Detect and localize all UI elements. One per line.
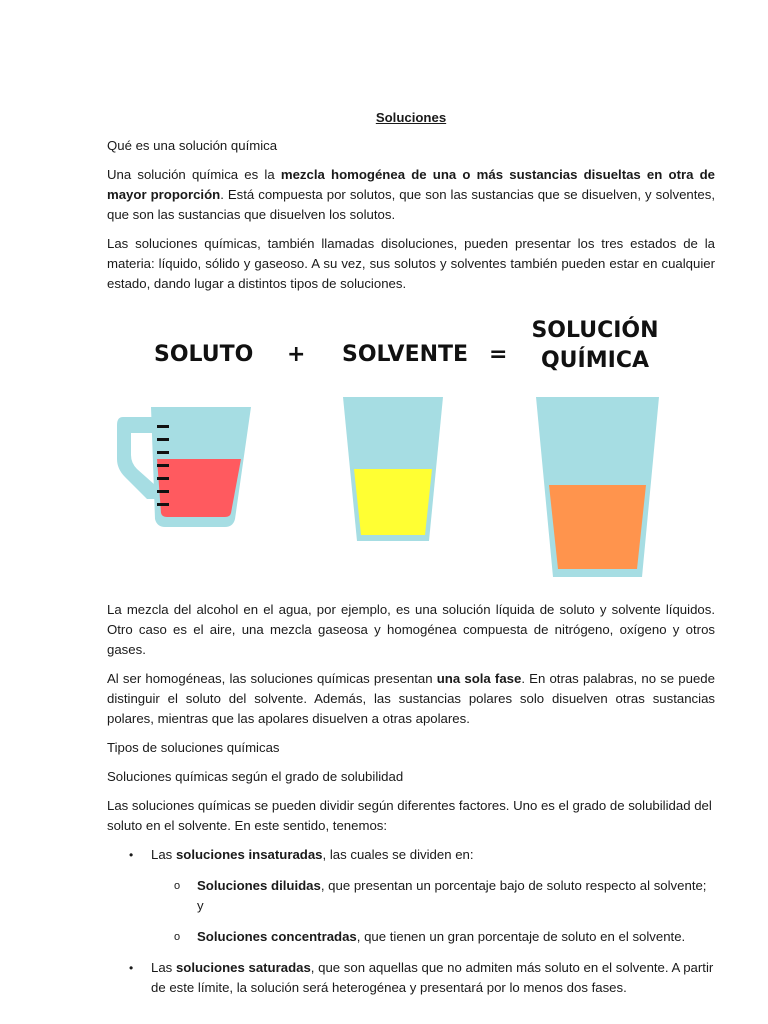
document-page [107,108,715,1007]
paragraph-text: . Está compuesta por solutos, que son las sustancias que se disuelven, y solventes, que son las sustancias que disuelven los solutos. [107,187,715,222]
list-item [107,958,715,998]
measure-tick [157,490,169,493]
section-heading-what-is: Qué es una solución química [107,138,278,153]
paragraph-definition [107,165,715,225]
paragraph-states: Las soluciones químicas, también llamadas disoluciones, pueden presentar los tres estados de la materia: líquido, sólido y gaseoso. A su vez, sus solutos y solventes también pueden estar en cualquier estado, dando lugar a distintos tipos de soluciones. [107,236,715,291]
label-solucion: SOLUCIÓN [531,318,659,343]
list-bold: soluciones saturadas [175,960,311,975]
measuring-jug-icon [117,407,251,527]
list-text: Las [151,847,176,862]
section-heading-solubility: Soluciones químicas según el grado de solubilidad [107,769,404,784]
unsaturated-sublist [151,876,715,947]
bullet-dot-icon: • [129,848,134,862]
list-text: , que presentan un porcentaje bajo de soluto respecto al solvente; y [197,878,707,913]
paragraph-classification: Las soluciones químicas se pueden dividir según diferentes factores. Uno es el grado de solubilidad del soluto en el solvente. En este sentido, tenemos: [107,798,712,833]
label-soluto: SOLUTO [154,342,254,367]
solution-diagram [109,309,679,584]
list-bold: Soluciones concentradas [197,929,357,944]
label-quimica: QUÍMICA [540,348,650,373]
paragraph-text: Al ser homogéneas, las soluciones químicas presentan [107,671,437,686]
measure-tick [157,503,169,506]
label-plus: + [287,342,306,367]
list-bold: Soluciones diluidas [197,878,321,893]
solvent-glass-icon [343,397,443,541]
measure-tick [157,425,169,428]
sublist-item [107,927,715,947]
solution-glass-icon [536,397,659,577]
list-text: , que son aquellas que no admiten más soluto en el solvente. A partir de este límite, la solución será heterogénea y presentará por lo menos dos fases. [151,960,714,995]
list-text: , que tienen un gran porcentaje de soluto en el solvente. [356,929,686,944]
section-heading-types: Tipos de soluciones químicas [107,740,280,755]
paragraph-text: Una solución química es la [107,167,281,182]
paragraph-homogeneous [107,669,715,729]
measure-tick [157,438,169,441]
bullet-dot-icon: • [129,961,134,975]
list-text: Las [151,960,176,975]
label-solvente: SOLVENTE [342,342,469,367]
measure-tick [157,451,169,454]
solution-illustration [109,309,679,584]
measure-tick [157,464,169,467]
document-title: Soluciones [375,110,447,125]
paragraph-bold: mezcla homogénea de una o más sustancias disueltas en otra de mayor proporción [107,167,715,202]
paragraph-examples: La mezcla del alcohol en el agua, por ejemplo, es una solución líquida de soluto y solvente líquidos. Otro caso es el aire, una mezcla gaseosa y homogénea compuesta de nitrógeno, oxígeno y otros gases. [107,602,715,657]
bullet-circle-icon: o [174,931,181,943]
bullet-circle-icon: o [174,880,181,892]
sublist-item [107,876,715,916]
list-bold: soluciones insaturadas [175,847,323,862]
list-item [107,845,715,947]
paragraph-text: . En otras palabras, no se puede distinguir el soluto del solvente. Además, las sustancias polares solo disuelven otras sustancias polares, mientras que las apolares disuelven a otras apolares. [107,671,715,726]
list-text: , las cuales se dividen en: [322,847,474,862]
label-equals: = [489,342,508,367]
paragraph-bold: una sola fase [436,671,522,686]
measure-tick [157,477,169,480]
solubility-list [107,845,715,998]
